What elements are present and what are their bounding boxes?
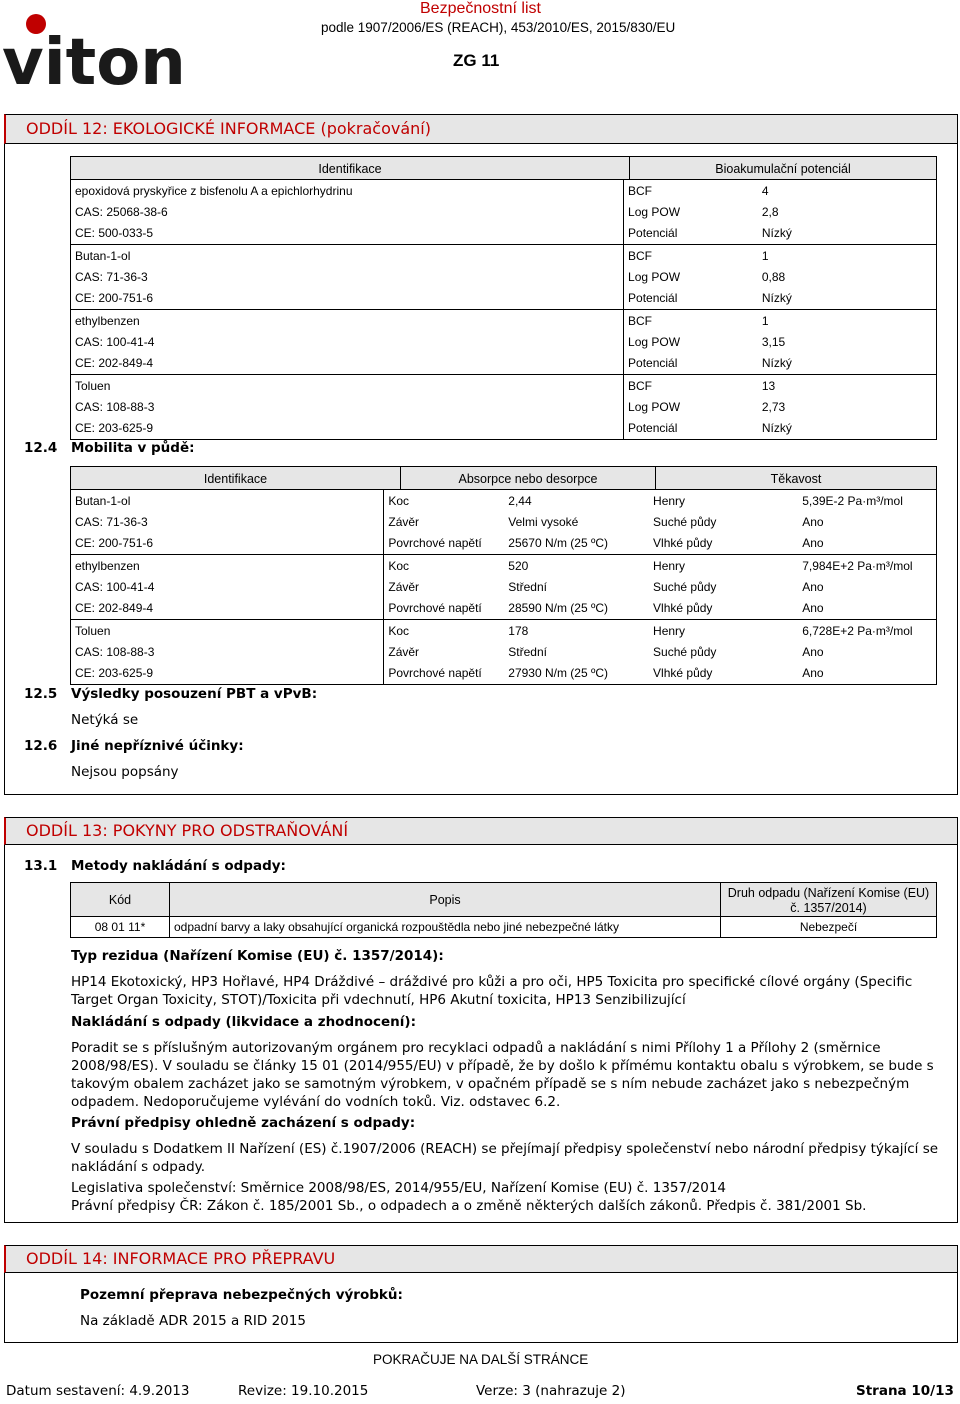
s125-title: Výsledky posouzení PBT a vPvB:	[71, 686, 318, 702]
nakladani-text-4: odpadem. Nedoporučujeme vylévání do vodních toků. Viz. odstavec 6.2.	[71, 1094, 561, 1110]
mob-value-cell: 27930 N/m (25 ºC)	[504, 662, 649, 685]
mob-value-cell: 28590 N/m (25 ºC)	[504, 597, 649, 620]
mobility-data-table	[70, 490, 937, 685]
s125-text: Netýká se	[71, 712, 139, 728]
bio-param-cell: BCF	[624, 180, 758, 201]
table-row	[71, 331, 937, 352]
table-row	[71, 417, 937, 440]
bio-ident-cell: CAS: 25068-38-6	[71, 201, 624, 222]
bio-value-cell: 1	[758, 310, 937, 332]
pravni-text-3: Legislativa společenství: Směrnice 2008/98/ES, 2014/955/EU, Nařízení Komise (EU) č. 1357/2014	[71, 1180, 727, 1196]
typ-rezidua-text-1: HP14 Ekotoxický, HP3 Hořlavé, HP4 Dráždivé – dráždivé pro kůži a pro oči, HP5 Toxicita pro specifické cílové orgány (Specific	[71, 974, 913, 990]
s126-text: Nejsou popsány	[71, 764, 179, 780]
mob-ident-cell: CAS: 71-36-3	[71, 511, 384, 532]
table-row	[71, 576, 937, 597]
mob-param-cell: Koc	[384, 620, 504, 642]
waste-header-druh-1: Druh odpadu (Nařízení Komise (EU)	[727, 886, 930, 900]
bio-header-identifikace: Identifikace	[70, 156, 630, 180]
bio-ident-cell: ethylbenzen	[71, 310, 624, 332]
mob-header-identifikace: Identifikace	[70, 466, 401, 490]
nakladani-text-2: 2008/98/ES). V souladu se články 15 01 (2014/955/EU) v případě, že by došlo k přímému kontaktu obalu s výrobkem, se bude s	[71, 1058, 934, 1074]
waste-header-druh	[720, 882, 937, 917]
bio-ident-cell: CAS: 100-41-4	[71, 331, 624, 352]
mob-value-cell: 178	[508, 623, 529, 638]
mob-tek-value-cell: 6,728E+2 Pa·m³/mol	[798, 620, 936, 642]
company-logo	[2, 8, 182, 90]
doc-regulation: podle 1907/2006/ES (REACH), 453/2010/ES, 2015/830/EU	[321, 20, 676, 35]
table-row	[71, 222, 937, 245]
product-name: ZG 11	[453, 51, 500, 70]
mob-tek-param-cell: Vlhké půdy	[649, 532, 798, 555]
mob-ident-cell: CAS: 108-88-3	[71, 641, 384, 662]
bio-ident-cell: Toluen	[71, 375, 624, 397]
mob-value-cell: Střední	[508, 644, 547, 659]
typ-rezidua-text-2: Target Organ Toxicity, STOT)/Toxicita při vdechnutí, HP6 Akutní toxicita, HP13 Senzibilizující	[71, 992, 686, 1008]
mob-tek-value-cell: Ano	[798, 576, 936, 597]
waste-row-kod: 08 01 11*	[70, 916, 170, 938]
footer-version: Verze: 3 (nahrazuje 2)	[476, 1383, 626, 1399]
s14-title: Pozemní přeprava nebezpečných výrobků:	[80, 1287, 403, 1303]
typ-rezidua-title: Typ rezidua (Nařízení Komise (EU) č. 1357/2014):	[71, 948, 444, 964]
mob-value-cell: Velmi vysoké	[508, 514, 579, 529]
viton-logo-icon	[2, 8, 182, 90]
nakladani-text-3: takovým obalem zacházet jako se samotným výrobkem, v opačném případě se s ním nebude zacházet jako s nebezpečným	[71, 1076, 910, 1092]
mob-tek-param-cell: Henry	[653, 623, 686, 638]
bio-param-cell: Log POW	[624, 201, 758, 222]
table-row	[71, 490, 937, 511]
mob-tek-param-cell: Vlhké půdy	[649, 597, 798, 620]
s124-num: 12.4	[24, 440, 58, 456]
logo-text: viton	[2, 26, 182, 90]
table-row	[71, 245, 937, 267]
table-row	[71, 201, 937, 222]
mob-ident-cell: CE: 200-751-6	[71, 532, 384, 555]
mob-tek-value-cell: 5,39E-2 Pa·m³/mol	[798, 490, 936, 511]
bio-ident-cell: CAS: 108-88-3	[71, 396, 624, 417]
waste-row-popis: odpadní barvy a laky obsahující organická rozpouštědla nebo jiné nebezpečné látky	[169, 916, 721, 938]
mob-param-cell: Povrchové napětí	[384, 662, 504, 685]
bio-value-cell: 1	[758, 245, 937, 267]
mob-param-cell: Povrchové napětí	[384, 532, 504, 555]
bio-param-cell: Potenciál	[624, 352, 758, 375]
mob-tek-value-cell: 7,984E+2 Pa·m³/mol	[798, 555, 936, 577]
mob-ident-cell: Toluen	[71, 620, 384, 642]
bio-param-cell: Log POW	[624, 331, 758, 352]
bio-ident-cell: CAS: 71-36-3	[71, 266, 624, 287]
bio-value-cell: 4	[758, 180, 937, 201]
bio-ident-cell: CE: 203-625-9	[71, 417, 624, 440]
pravni-text-1: V souladu s Dodatkem II Nařízení (ES) č.1907/2006 (REACH) se přejímají předpisy společenství nebo národní předpisy týkající se	[71, 1141, 939, 1157]
waste-header-popis: Popis	[169, 882, 721, 917]
bio-param-cell: Log POW	[624, 266, 758, 287]
footer-page: Strana 10/13	[856, 1383, 954, 1399]
pravni-text-2: nakládání s odpady.	[71, 1159, 206, 1175]
table-row	[71, 511, 937, 532]
footer-revision: Revize: 19.10.2015	[238, 1383, 369, 1399]
bio-header-potencial: Bioakumulační potenciál	[629, 156, 937, 180]
bio-table	[70, 180, 937, 440]
table-row	[71, 266, 937, 287]
mob-value-cell: 25670 N/m (25 ºC)	[504, 532, 649, 555]
bio-ident-cell: Butan-1-ol	[71, 245, 624, 267]
table-row	[71, 620, 937, 642]
s126-title: Jiné nepříznivé účinky:	[71, 738, 244, 754]
mob-tek-param-cell: Henry	[653, 558, 686, 573]
mob-value-cell: 2,44	[508, 493, 532, 508]
doc-title: Bezpečnostní list	[420, 0, 541, 17]
table-row	[71, 375, 937, 397]
mob-tek-param-cell: Vlhké půdy	[649, 662, 798, 685]
bio-param-cell: BCF	[624, 375, 758, 397]
mob-ident-cell: CAS: 100-41-4	[71, 576, 384, 597]
bio-value-cell: Nízký	[758, 417, 937, 440]
bio-value-cell: 3,15	[758, 331, 937, 352]
mob-value-cell: 520	[508, 558, 529, 573]
mob-tek-param-cell: Henry	[653, 493, 686, 508]
bio-ident-cell: epoxidová pryskyřice z bisfenolu A a epichlorhydrinu	[71, 180, 624, 201]
bio-ident-cell: CE: 500-033-5	[71, 222, 624, 245]
section-13-banner: ODDÍL 13: POKYNY PRO ODSTRAŇOVÁNÍ	[4, 817, 958, 845]
mob-tek-param-cell: Suché půdy	[653, 579, 717, 594]
mob-tek-value-cell: Ano	[798, 511, 936, 532]
bio-data-table	[70, 180, 937, 440]
bio-param-cell: Potenciál	[624, 222, 758, 245]
table-row	[71, 287, 937, 310]
section-12-banner: ODDÍL 12: EKOLOGICKÉ INFORMACE (pokračování)	[4, 114, 958, 144]
mob-header-absorpce: Absorpce nebo desorpce	[400, 466, 656, 490]
bio-param-cell: BCF	[624, 310, 758, 332]
bio-value-cell: Nízký	[758, 222, 937, 245]
section-14-frame	[4, 1273, 958, 1343]
mob-tek-value-cell: Ano	[798, 662, 936, 685]
nakladani-title: Nakládání s odpady (likvidace a zhodnocení):	[71, 1014, 416, 1030]
bio-param-cell: Log POW	[624, 396, 758, 417]
nakladani-text-1: Poradit se s příslušným autorizovaným orgánem pro recyklaci odpadů a nakládání s nimi Přílohy 1 a Přílohy 2 (směrnice	[71, 1040, 881, 1056]
table-row	[71, 662, 937, 685]
bio-value-cell: 13	[758, 375, 937, 397]
table-row	[71, 310, 937, 332]
footer-date: Datum sestavení: 4.9.2013	[6, 1383, 190, 1399]
mob-table	[70, 490, 937, 685]
pravni-text-4: Právní předpisy ČR: Zákon č. 185/2001 Sb., o odpadech a o změně některých dalších zákonů. Předpis č. 381/2001 Sb.	[71, 1198, 867, 1214]
bio-ident-cell: CE: 200-751-6	[71, 287, 624, 310]
bio-value-cell: 0,88	[758, 266, 937, 287]
pravni-title: Právní předpisy ohledně zacházení s odpady:	[71, 1115, 416, 1131]
s124-title: Mobilita v půdě:	[71, 440, 195, 456]
s131-title: Metody nakládání s odpady:	[71, 858, 286, 874]
bio-value-cell: 2,73	[758, 396, 937, 417]
mob-tek-param-cell: Suché půdy	[653, 644, 717, 659]
mob-tek-value-cell: Ano	[798, 597, 936, 620]
s126-num: 12.6	[24, 738, 58, 754]
continue-note: POKRAČUJE NA DALŠÍ STRÁNCE	[373, 1352, 589, 1367]
s131-num: 13.1	[24, 858, 58, 874]
table-row	[71, 396, 937, 417]
mob-param-cell: Koc	[384, 490, 504, 511]
mob-tek-value-cell: Ano	[798, 641, 936, 662]
mob-tek-value-cell: Ano	[798, 532, 936, 555]
waste-header-kod: Kód	[70, 882, 170, 917]
section-14-banner: ODDÍL 14: INFORMACE PRO PŘEPRAVU	[4, 1245, 958, 1273]
mob-tek-param-cell: Suché půdy	[653, 514, 717, 529]
table-row	[71, 597, 937, 620]
mob-ident-cell: CE: 202-849-4	[71, 597, 384, 620]
bio-value-cell: 2,8	[758, 201, 937, 222]
waste-row-druh: Nebezpečí	[720, 916, 937, 938]
table-row	[71, 555, 937, 577]
waste-header-druh-2: č. 1357/2014)	[790, 901, 867, 915]
s14-text: Na základě ADR 2015 a RID 2015	[80, 1313, 306, 1329]
mob-param-cell: Povrchové napětí	[384, 597, 504, 620]
table-row	[71, 180, 937, 201]
s125-num: 12.5	[24, 686, 58, 702]
mob-param-cell: Závěr	[384, 641, 504, 662]
table-row	[71, 641, 937, 662]
bio-param-cell: Potenciál	[624, 287, 758, 310]
bio-param-cell: BCF	[624, 245, 758, 267]
table-row	[71, 532, 937, 555]
bio-value-cell: Nízký	[758, 287, 937, 310]
bio-value-cell: Nízký	[758, 352, 937, 375]
mob-header-tekavost: Těkavost	[655, 466, 937, 490]
mob-value-cell: Střední	[508, 579, 547, 594]
mob-ident-cell: Butan-1-ol	[71, 490, 384, 511]
mob-param-cell: Koc	[384, 555, 504, 577]
mob-ident-cell: ethylbenzen	[71, 555, 384, 577]
bio-param-cell: Potenciál	[624, 417, 758, 440]
bio-ident-cell: CE: 202-849-4	[71, 352, 624, 375]
mob-ident-cell: CE: 203-625-9	[71, 662, 384, 685]
table-row	[71, 352, 937, 375]
mob-param-cell: Závěr	[384, 511, 504, 532]
mob-param-cell: Závěr	[384, 576, 504, 597]
